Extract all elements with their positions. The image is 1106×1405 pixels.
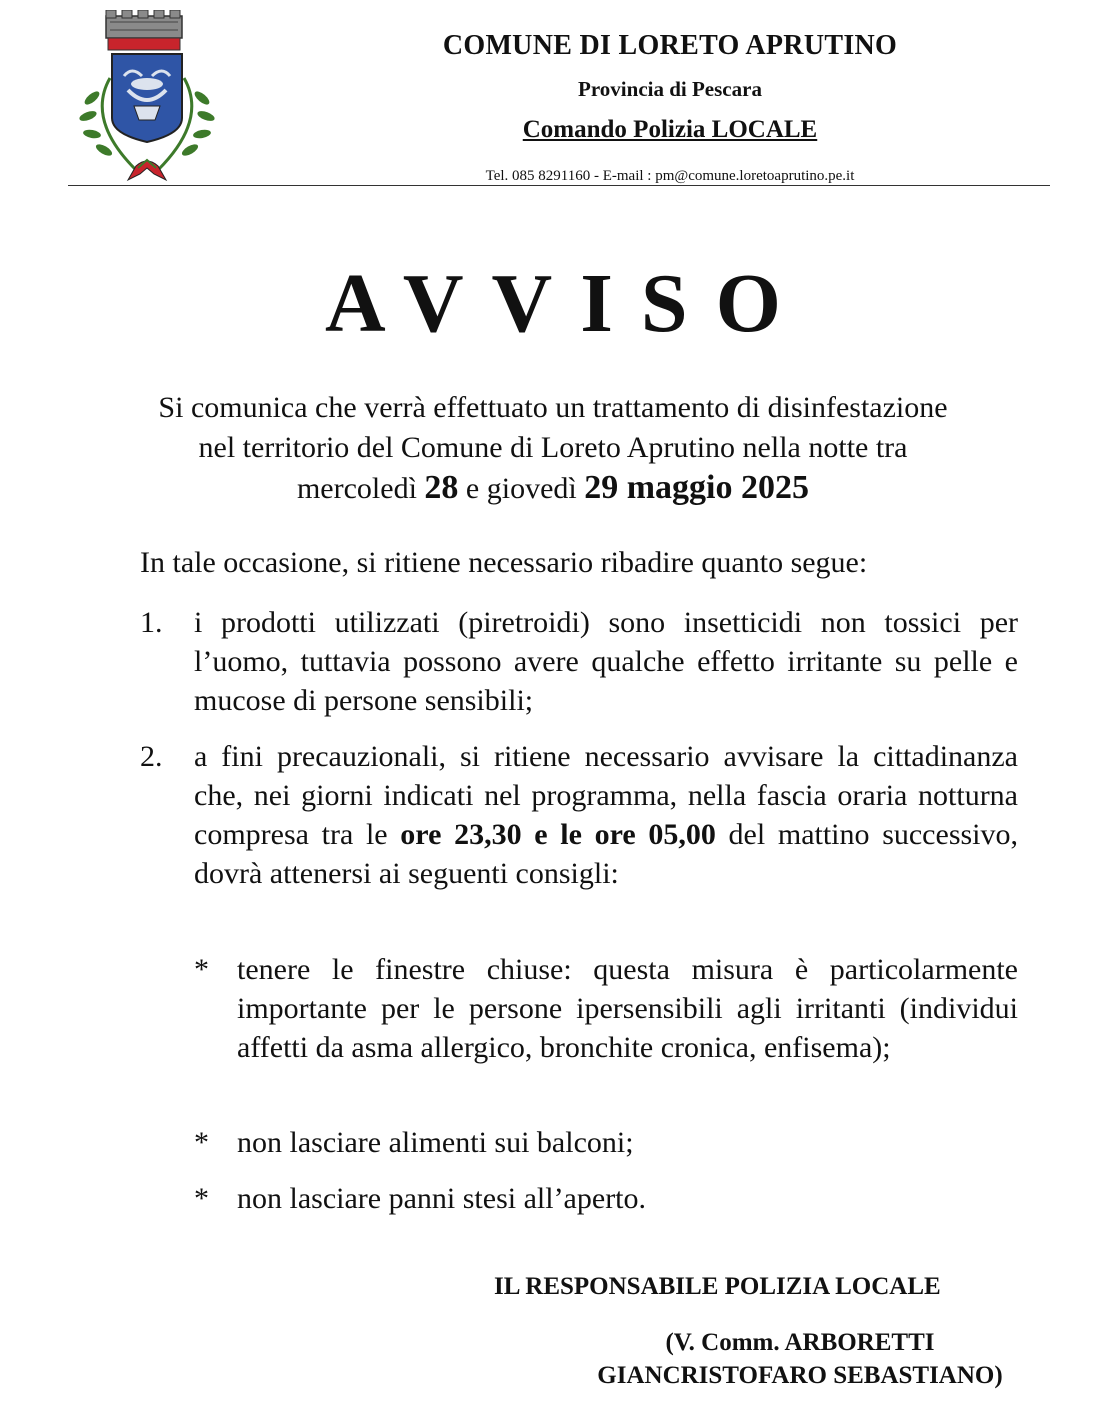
asterisk-bullet: * <box>194 953 209 986</box>
bullet-item <box>194 950 1018 1067</box>
contact-line: Tel. 085 8291160 - E-mail : pm@comune.loretoaprutino.pe.it <box>485 168 855 184</box>
item-text <box>194 737 1018 893</box>
intro-date-start: 28 <box>424 469 459 506</box>
intro-line: nel territorio del Comune di Loreto Aprutino nella notte tra <box>198 431 908 464</box>
intro-date-end: 29 maggio 2025 <box>584 469 810 506</box>
intro-day: mercoledì <box>296 472 417 505</box>
signatory-name-line: GIANCRISTOFARO SEBASTIANO) <box>597 1362 1003 1389</box>
bullet-item <box>194 1179 1018 1218</box>
list-item <box>140 737 1018 893</box>
item-text: i prodotti utilizzati (piretroidi) sono insetticidi non tossici per l’uomo, tuttavia possono avere qualche effetto irritante su pelle e mucose di persone sensibili; <box>194 606 1018 717</box>
bullet-item <box>194 1123 1018 1162</box>
asterisk-bullet: * <box>194 1126 209 1159</box>
item-number: 2. <box>140 740 163 773</box>
municipality-name: COMUNE DI LORETO APRUTINO <box>442 30 898 61</box>
notice-intro <box>70 388 1036 509</box>
signatory-name <box>585 1326 1015 1392</box>
item-text-part: a fini precauzionali, si ritiene necessario avvisare la cittadinanza che, nei giorni indicati nel programma, nella fascia oraria notturna compresa tra le <box>194 740 1018 851</box>
bullet-text: tenere le finestre chiuse: questa misura è particolarmente importante per le persone ipersensibili agli irritanti (individui affetti da asma allergico, bronchite cronica, enfisema); <box>237 953 1018 1064</box>
province-name: Provincia di Pescara <box>578 77 762 101</box>
department-name: Comando Polizia LOCALE <box>522 116 818 143</box>
time-range: ore 23,30 e le ore 05,00 <box>400 818 716 851</box>
intro-and: e giovedì <box>465 472 577 505</box>
signatory-role: IL RESPONSABILE POLIZIA LOCALE <box>494 1273 941 1300</box>
bullet-text: non lasciare alimenti sui balconi; <box>237 1126 634 1159</box>
list-lead: In tale occasione, si ritiene necessario ribadire quanto segue: <box>140 546 868 579</box>
intro-line: Si comunica che verrà effettuato un trattamento di disinfestazione <box>158 391 948 424</box>
municipal-coat-of-arms-icon <box>76 10 218 182</box>
signatory-name-line: (V. Comm. ARBORETTI <box>665 1329 935 1356</box>
list-item <box>140 603 1018 720</box>
intro-dates <box>70 468 1036 509</box>
notice-title: AVVISO <box>325 257 809 350</box>
header-divider <box>68 185 1050 186</box>
item-text-part: del mattino successivo, dovrà attenersi ai seguenti consigli: <box>194 818 1019 890</box>
item-number: 1. <box>140 606 163 639</box>
asterisk-bullet: * <box>194 1182 209 1215</box>
bullet-text: non lasciare panni stesi all’aperto. <box>237 1182 647 1215</box>
